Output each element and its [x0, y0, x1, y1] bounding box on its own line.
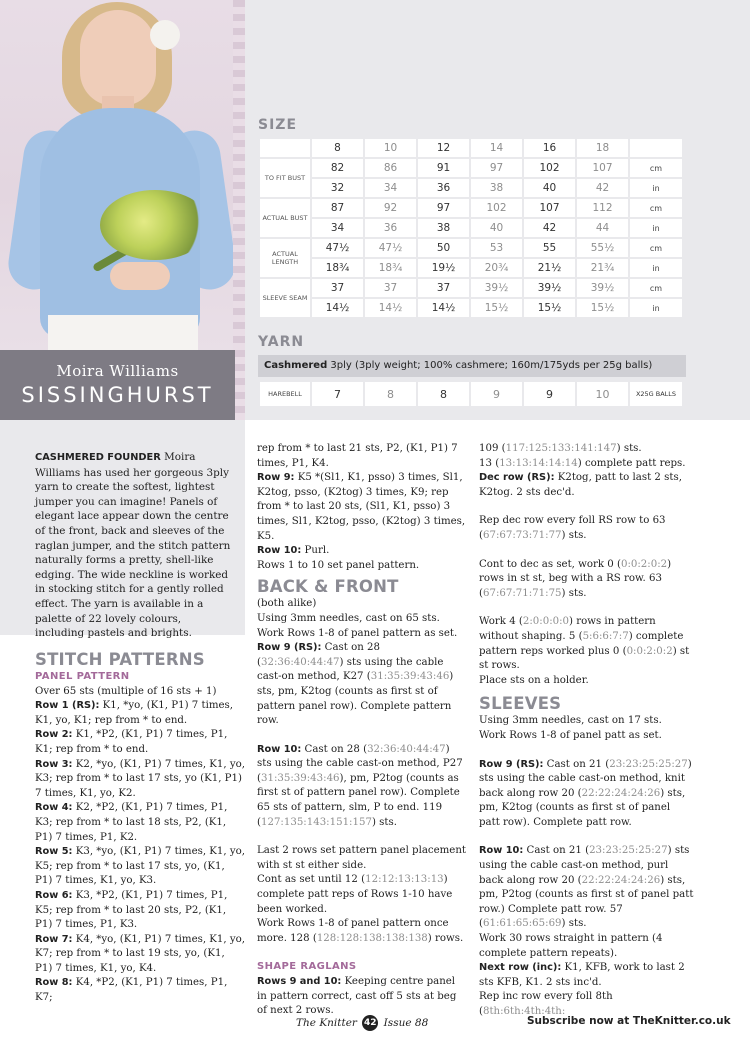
- bf-work: Work Rows 1-8 of panel pattern as set.: [257, 627, 458, 639]
- size-cell: 91: [418, 159, 469, 177]
- sleeve-row-9: [479, 758, 694, 831]
- size-header-cell: 12: [418, 139, 469, 157]
- bf-row-10: [257, 743, 467, 831]
- text-span: ) sts, pm, P2tog (counts as first st of panel patt row.) Complete patt row. 57 (: [479, 874, 694, 930]
- yarn-ball-count: 9: [524, 382, 575, 406]
- stitch-patterns-heading: STITCH PATTERNS: [35, 650, 205, 669]
- work-30-rows: Work 30 rows straight in pattern (4 complete pattern repeats).: [479, 933, 663, 959]
- work-once-more: [257, 917, 467, 946]
- text-span: ) st st rows.: [479, 645, 690, 672]
- size-cell: 97: [471, 159, 522, 177]
- size-values: 0:0:2:0:2: [620, 558, 668, 570]
- size-cell: 15½: [577, 299, 628, 317]
- size-values: 23:23:25:25:27: [609, 758, 688, 770]
- size-row: [260, 179, 682, 197]
- size-cell: 82: [312, 159, 363, 177]
- size-cell: 42: [577, 179, 628, 197]
- size-header-row: [260, 139, 682, 157]
- sleeve-row-10: [479, 844, 694, 932]
- stitch-row: [35, 845, 245, 889]
- stitch-row-label: Row 1 (RS):: [35, 700, 100, 712]
- size-cell: 47½: [312, 239, 363, 257]
- size-cell: 19½: [418, 259, 469, 277]
- text-span: ) sts.: [561, 918, 587, 930]
- text-span: ), pm, P2tog (counts as first st of pattern panel row). Complete 65 sts of pattern, slm, P to end. 119 (: [257, 772, 460, 828]
- yarn-ball-count: 7: [312, 382, 363, 406]
- size-values: 2:0:0:0:0: [522, 616, 570, 628]
- size-cell: 36: [418, 179, 469, 197]
- size-row: [260, 299, 682, 317]
- intro-lead: CASHMERED FOUNDER: [35, 452, 161, 463]
- bf-cast-on: Using 3mm needles, cast on 65 sts.: [257, 612, 440, 624]
- size-cell: 39½: [471, 279, 522, 297]
- size-values: 23:23:25:25:27: [589, 845, 668, 857]
- size-row: [260, 239, 682, 257]
- size-row-label: ACTUAL LENGTH: [260, 239, 310, 277]
- row-10: [257, 544, 467, 559]
- size-cell: 15½: [471, 299, 522, 317]
- text-span: ) sts, pm, K2tog (counts as first st of panel patt row). Complete patt row.: [479, 787, 686, 828]
- footer-brand: The Knitter: [296, 1017, 357, 1029]
- size-cell: 36: [365, 219, 416, 237]
- last-2-rows: Last 2 rows set pattern panel placement with st st either side.: [257, 845, 466, 871]
- dec-row: [479, 471, 694, 500]
- text-span: ) sts.: [561, 587, 587, 599]
- stitch-row-label: Row 2:: [35, 729, 73, 741]
- text-span: Rep dec row every foll RS row to 63 (: [479, 515, 666, 541]
- yarn-details: 3ply (3ply weight; 100% cashmere; 160m/175yds per 25g balls): [327, 360, 653, 371]
- next-row-label: Next row (inc):: [479, 962, 562, 974]
- model-photo: [0, 0, 245, 350]
- size-cell: 37: [418, 279, 469, 297]
- row-9-label: Row 9:: [257, 472, 295, 484]
- text-span: Cast on 28 (: [301, 743, 368, 755]
- size-cell: 39½: [577, 279, 628, 297]
- size-cell: 40: [524, 179, 575, 197]
- yarn-ball-count: 10: [577, 382, 628, 406]
- size-row: [260, 259, 682, 277]
- size-corner-cell: [260, 139, 310, 157]
- text-span: ) sts using the cable cast-on method, P27 (: [257, 743, 463, 784]
- footer-subscribe: Subscribe now at TheKnitter.co.uk: [527, 1015, 731, 1027]
- size-row: [260, 279, 682, 297]
- work-4-rows: [479, 615, 694, 673]
- size-unit: cm: [630, 199, 682, 217]
- stitch-row-text: K4, *P2, (K1, P1) 7 times, P1, K7;: [35, 977, 228, 1004]
- stitch-row: [35, 728, 245, 757]
- size-header-cell: 14: [471, 139, 522, 157]
- size-unit: in: [630, 179, 682, 197]
- text-span: 13 (: [479, 457, 500, 469]
- row-9-text: K5 *(Sl1, K1, psso) 3 times, Sl1, K2tog, psso, (K2tog) 3 times, K9; rep from * to last 20 sts, (Sl1, K1, psso) 3 times, Sl1, K2tog, psso, (K2tog) 3 times, K5.: [257, 472, 466, 542]
- back-front-heading: BACK & FRONT: [257, 577, 399, 597]
- size-unit: in: [630, 299, 682, 317]
- intro-text: [0, 420, 245, 640]
- size-cell: 14½: [312, 299, 363, 317]
- yarn-ball-count: 8: [365, 382, 416, 406]
- unit-header-cell: [630, 139, 682, 157]
- column-3: [479, 442, 694, 1020]
- footer-issue: [296, 1015, 428, 1031]
- yarn-table: [258, 380, 684, 408]
- page-number: 42: [362, 1015, 378, 1031]
- size-values: 31:35:39:43:46: [260, 772, 340, 784]
- text-span: ) complete patt reps of Rows 1-10 have been worked.: [257, 874, 453, 915]
- yarn-ball-count: 9: [471, 382, 522, 406]
- size-unit: cm: [630, 239, 682, 257]
- patt-reps: [479, 457, 694, 472]
- size-values: 61:61:65:65:69: [482, 918, 562, 930]
- designer-name: Moira Williams: [56, 362, 179, 380]
- yarn-row: [260, 382, 682, 406]
- size-cell: 107: [577, 159, 628, 177]
- stitch-row-label: Row 8:: [35, 977, 73, 989]
- size-header-cell: 10: [365, 139, 416, 157]
- panel-pattern-heading: PANEL PATTERN: [35, 671, 130, 682]
- size-cell: 21½: [524, 259, 575, 277]
- size-cell: 34: [365, 179, 416, 197]
- size-row-label: ACTUAL BUST: [260, 199, 310, 237]
- size-cell: 38: [418, 219, 469, 237]
- text-span: ) sts.: [371, 816, 397, 828]
- size-cell: 40: [471, 219, 522, 237]
- text-span: ) complete patt reps.: [577, 457, 686, 469]
- text-span: 109 (: [479, 443, 506, 454]
- yarn-colour: HAREBELL: [260, 382, 310, 406]
- size-values: 128:128:138:138:138: [316, 932, 428, 944]
- row-10-label: Row 10:: [257, 545, 302, 557]
- size-cell: 53: [471, 239, 522, 257]
- size-values: 0:0:2:0:2: [626, 645, 673, 657]
- size-values: 8th:6th:4th:4th:: [482, 1006, 566, 1017]
- size-values: 22:22:24:24:26: [581, 874, 661, 886]
- text-span: ) rows in st st, beg with a RS row. 63 (: [479, 558, 672, 599]
- size-cell: 97: [418, 199, 469, 217]
- size-cell: 50: [418, 239, 469, 257]
- column-1: [35, 650, 245, 1006]
- row8-continued: rep from * to last 21 sts, P2, (K1, P1) 7 times, P1, K4.: [257, 443, 458, 469]
- size-cell: 87: [312, 199, 363, 217]
- sts-count: [479, 442, 694, 457]
- text-span: ) sts.: [616, 443, 642, 454]
- size-cell: 47½: [365, 239, 416, 257]
- yarn-ball-count: 8: [418, 382, 469, 406]
- text-span: ) rows.: [427, 932, 464, 944]
- size-values: 32:36:40:44:47: [260, 656, 340, 668]
- raglan-rows: [257, 975, 467, 1019]
- sleeves-heading: SLEEVES: [479, 694, 562, 714]
- size-cell: 38: [471, 179, 522, 197]
- panel-over: Over 65 sts (multiple of 16 sts + 1): [35, 685, 217, 697]
- text-span: Rep inc row every foll 8th (: [479, 991, 613, 1017]
- size-cell: 37: [312, 279, 363, 297]
- stitch-row-text: K3, *yo, (K1, P1) 7 times, K1, yo, K5; rep from * to last 17 sts, yo, (K1, P1) 7 times, K1, yo, K3.: [35, 846, 246, 887]
- size-cell: 34: [312, 219, 363, 237]
- size-cell: 39½: [524, 279, 575, 297]
- size-cell: 44: [577, 219, 628, 237]
- size-row-label: SLEEVE SEAM: [260, 279, 310, 317]
- size-row: [260, 199, 682, 217]
- pattern-name: SISSINGHURST: [21, 383, 214, 407]
- size-cell: 14½: [365, 299, 416, 317]
- size-cell: 18¾: [365, 259, 416, 277]
- photo-skirt: [48, 315, 198, 350]
- size-values: 13:13:14:14:14: [499, 457, 578, 469]
- photo-face: [80, 10, 156, 106]
- size-unit: cm: [630, 159, 682, 177]
- text-span: Cont to dec as set, work 0 (: [479, 558, 621, 570]
- size-cell: 107: [524, 199, 575, 217]
- size-cell: 21¾: [577, 259, 628, 277]
- size-cell: 42: [524, 219, 575, 237]
- next-row-inc: [479, 961, 694, 990]
- size-values: 127:135:143:151:157: [260, 816, 372, 828]
- size-unit: cm: [630, 279, 682, 297]
- text-span: ) sts using the cable cast-on method, purl back along row 20 (: [479, 845, 690, 886]
- text-span: ) sts using the cable cast-on method, K27 (: [257, 656, 444, 683]
- stitch-row-label: Row 3:: [35, 758, 73, 770]
- dec-row-label: Dec row (RS):: [479, 472, 555, 484]
- size-row: [260, 219, 682, 237]
- stitch-row-text: K3, *P2, (K1, P1) 7 times, P1, K5; rep from * to last 20 sts, P2, (K1, P1) 7 times, P1, K3.: [35, 889, 228, 931]
- size-cell: 55: [524, 239, 575, 257]
- size-cell: 32: [312, 179, 363, 197]
- both-alike: (both alike): [257, 598, 317, 610]
- bf-row-9: [257, 641, 467, 729]
- size-values: 31:35:39:43:46: [370, 671, 450, 683]
- text-span: ) sts using the cable cast-on method, knit back along row 20 (: [479, 758, 692, 799]
- yarn-heading: YARN: [258, 334, 305, 350]
- cont-as-set: [257, 873, 467, 917]
- next-row-text: K1, KFB, work to last 2 sts KFB, K1. 2 sts inc'd.: [479, 962, 685, 988]
- column-2: [257, 442, 467, 1019]
- text-span: ) complete pattern reps worked plus 0 (: [479, 630, 684, 657]
- bf-row-9-label: Row 9 (RS):: [257, 642, 322, 654]
- photo-hands: [110, 262, 170, 290]
- photo-bouquet: [100, 190, 210, 260]
- sleeves-work: Work Rows 1-8 of panel patt as set.: [479, 729, 662, 741]
- size-cell: 86: [365, 159, 416, 177]
- size-cell: 14½: [418, 299, 469, 317]
- size-cell: 92: [365, 199, 416, 217]
- size-row: [260, 159, 682, 177]
- stitch-row: [35, 976, 245, 1005]
- size-values: 67:67:73:71:77: [482, 529, 562, 541]
- size-values: 67:67:71:71:75: [482, 587, 562, 599]
- size-heading: SIZE: [258, 117, 298, 133]
- rep-dec-row: [479, 514, 694, 543]
- size-header-cell: 8: [312, 139, 363, 157]
- size-cell: 37: [365, 279, 416, 297]
- text-span: ) sts.: [561, 529, 587, 541]
- size-table: [258, 137, 684, 319]
- raglan-text: Keeping centre panel in pattern correct, cast off 5 sts at beg of next 2 rows.: [257, 976, 457, 1017]
- size-values: 5:6:6:7:7: [582, 630, 629, 642]
- size-values: 12:12:13:13:13: [365, 874, 444, 886]
- stitch-row-label: Row 7:: [35, 933, 73, 945]
- stitch-row-text: K2, *yo, (K1, P1) 7 times, K1, yo, K3; rep from * to last 17 sts, yo (K1, P1) 7 times, K1, yo, K2.: [35, 758, 246, 799]
- yarn-unit: X25G BALLS: [630, 382, 682, 406]
- size-cell: 102: [471, 199, 522, 217]
- text-span: ) rows in pattern without shaping. 5 (: [479, 616, 656, 642]
- size-cell: 15½: [524, 299, 575, 317]
- sleeve-row-10-label: Row 10:: [479, 845, 524, 857]
- size-cell: 102: [524, 159, 575, 177]
- size-cell: 112: [577, 199, 628, 217]
- row-10-text: Purl.: [301, 545, 330, 557]
- intro-body: Moira Williams has used her gorgeous 3ply yarn to create the softest, lightest jumper you can imagine! Panels of elegant lace appear down the centre of the front, back and sleeves of the raglan jumper, and the stitch pattern naturally forms a pretty, shell-like edging. The wide neckline is worked in stocking stitch for a gently rolled effect. The yarn is available in a palette of 22 lovely colours, including pastels and brights.: [35, 451, 231, 640]
- stitch-row-text: K2, *P2, (K1, P1) 7 times, P1, K3; rep from * to last 18 sts, P2, (K1, P1) 7 times, P1, K2.: [35, 802, 228, 843]
- stitch-row: [35, 699, 245, 728]
- text-span: Cast on 28 (: [257, 642, 381, 668]
- stitch-row-label: Row 4:: [35, 802, 73, 814]
- photo-hair-flower: [150, 20, 180, 50]
- sleeves-cast-on: Using 3mm needles, cast on 17 sts.: [479, 715, 662, 727]
- shape-raglans-heading: SHAPE RAGLANS: [257, 961, 357, 973]
- place-on-holder: Place sts on a holder.: [479, 674, 589, 686]
- stitch-row: [35, 933, 245, 977]
- size-header-cell: 16: [524, 139, 575, 157]
- size-values: 117:125:133:141:147: [505, 443, 617, 454]
- size-unit: in: [630, 259, 682, 277]
- stitch-row-text: K4, *yo, (K1, P1) 7 times, K1, yo, K7; rep from * to last 19 sts, yo, (K1, P1) 7 times, K1, yo, K4.: [35, 933, 246, 974]
- stitch-row-label: Row 6:: [35, 889, 73, 901]
- text-span: ) sts, pm, K2tog (counts as first st of pattern panel row). Complete pattern row.: [257, 671, 454, 727]
- stitch-row-label: Row 5:: [35, 846, 73, 858]
- stitch-row-text: K1, *yo, (K1, P1) 7 times, K1, yo, K1; rep from * to end.: [35, 700, 234, 726]
- size-values: 32:36:40:44:47: [367, 743, 446, 755]
- title-panel: [0, 350, 235, 420]
- text-span: Cont as set until 12 (: [257, 874, 366, 886]
- text-span: Work Rows 1-8 of panel pattern once more. 128 (: [257, 918, 449, 944]
- stitch-row: [35, 801, 245, 845]
- size-values: 22:22:24:24:26: [581, 787, 661, 799]
- rows-note: Rows 1 to 10 set panel pattern.: [257, 559, 420, 571]
- size-header-cell: 18: [577, 139, 628, 157]
- cont-to-dec: [479, 558, 694, 602]
- sleeve-row-9-label: Row 9 (RS):: [479, 758, 544, 770]
- row-9: [257, 471, 467, 544]
- size-row-label: TO FIT BUST: [260, 159, 310, 197]
- size-cell: 55½: [577, 239, 628, 257]
- bf-row-10-label: Row 10:: [257, 743, 302, 755]
- raglan-label: Rows 9 and 10:: [257, 976, 342, 987]
- yarn-description: [258, 355, 686, 377]
- text-span: Work 4 (: [479, 616, 523, 628]
- stitch-row-text: K1, *P2, (K1, P1) 7 times, P1, K1; rep from * to end.: [35, 729, 228, 755]
- stitch-row: [35, 758, 245, 802]
- size-unit: in: [630, 219, 682, 237]
- footer-issue-number: Issue 88: [383, 1017, 429, 1029]
- dec-row-text: K2tog, patt to last 2 sts, K2tog. 2 sts dec'd.: [479, 472, 682, 498]
- size-cell: 18¾: [312, 259, 363, 277]
- size-cell: 20¾: [471, 259, 522, 277]
- text-span: Cast on 21 (: [543, 758, 610, 770]
- text-span: Cast on 21 (: [523, 845, 590, 857]
- stitch-row: [35, 889, 245, 933]
- yarn-brand: Cashmered: [264, 360, 328, 371]
